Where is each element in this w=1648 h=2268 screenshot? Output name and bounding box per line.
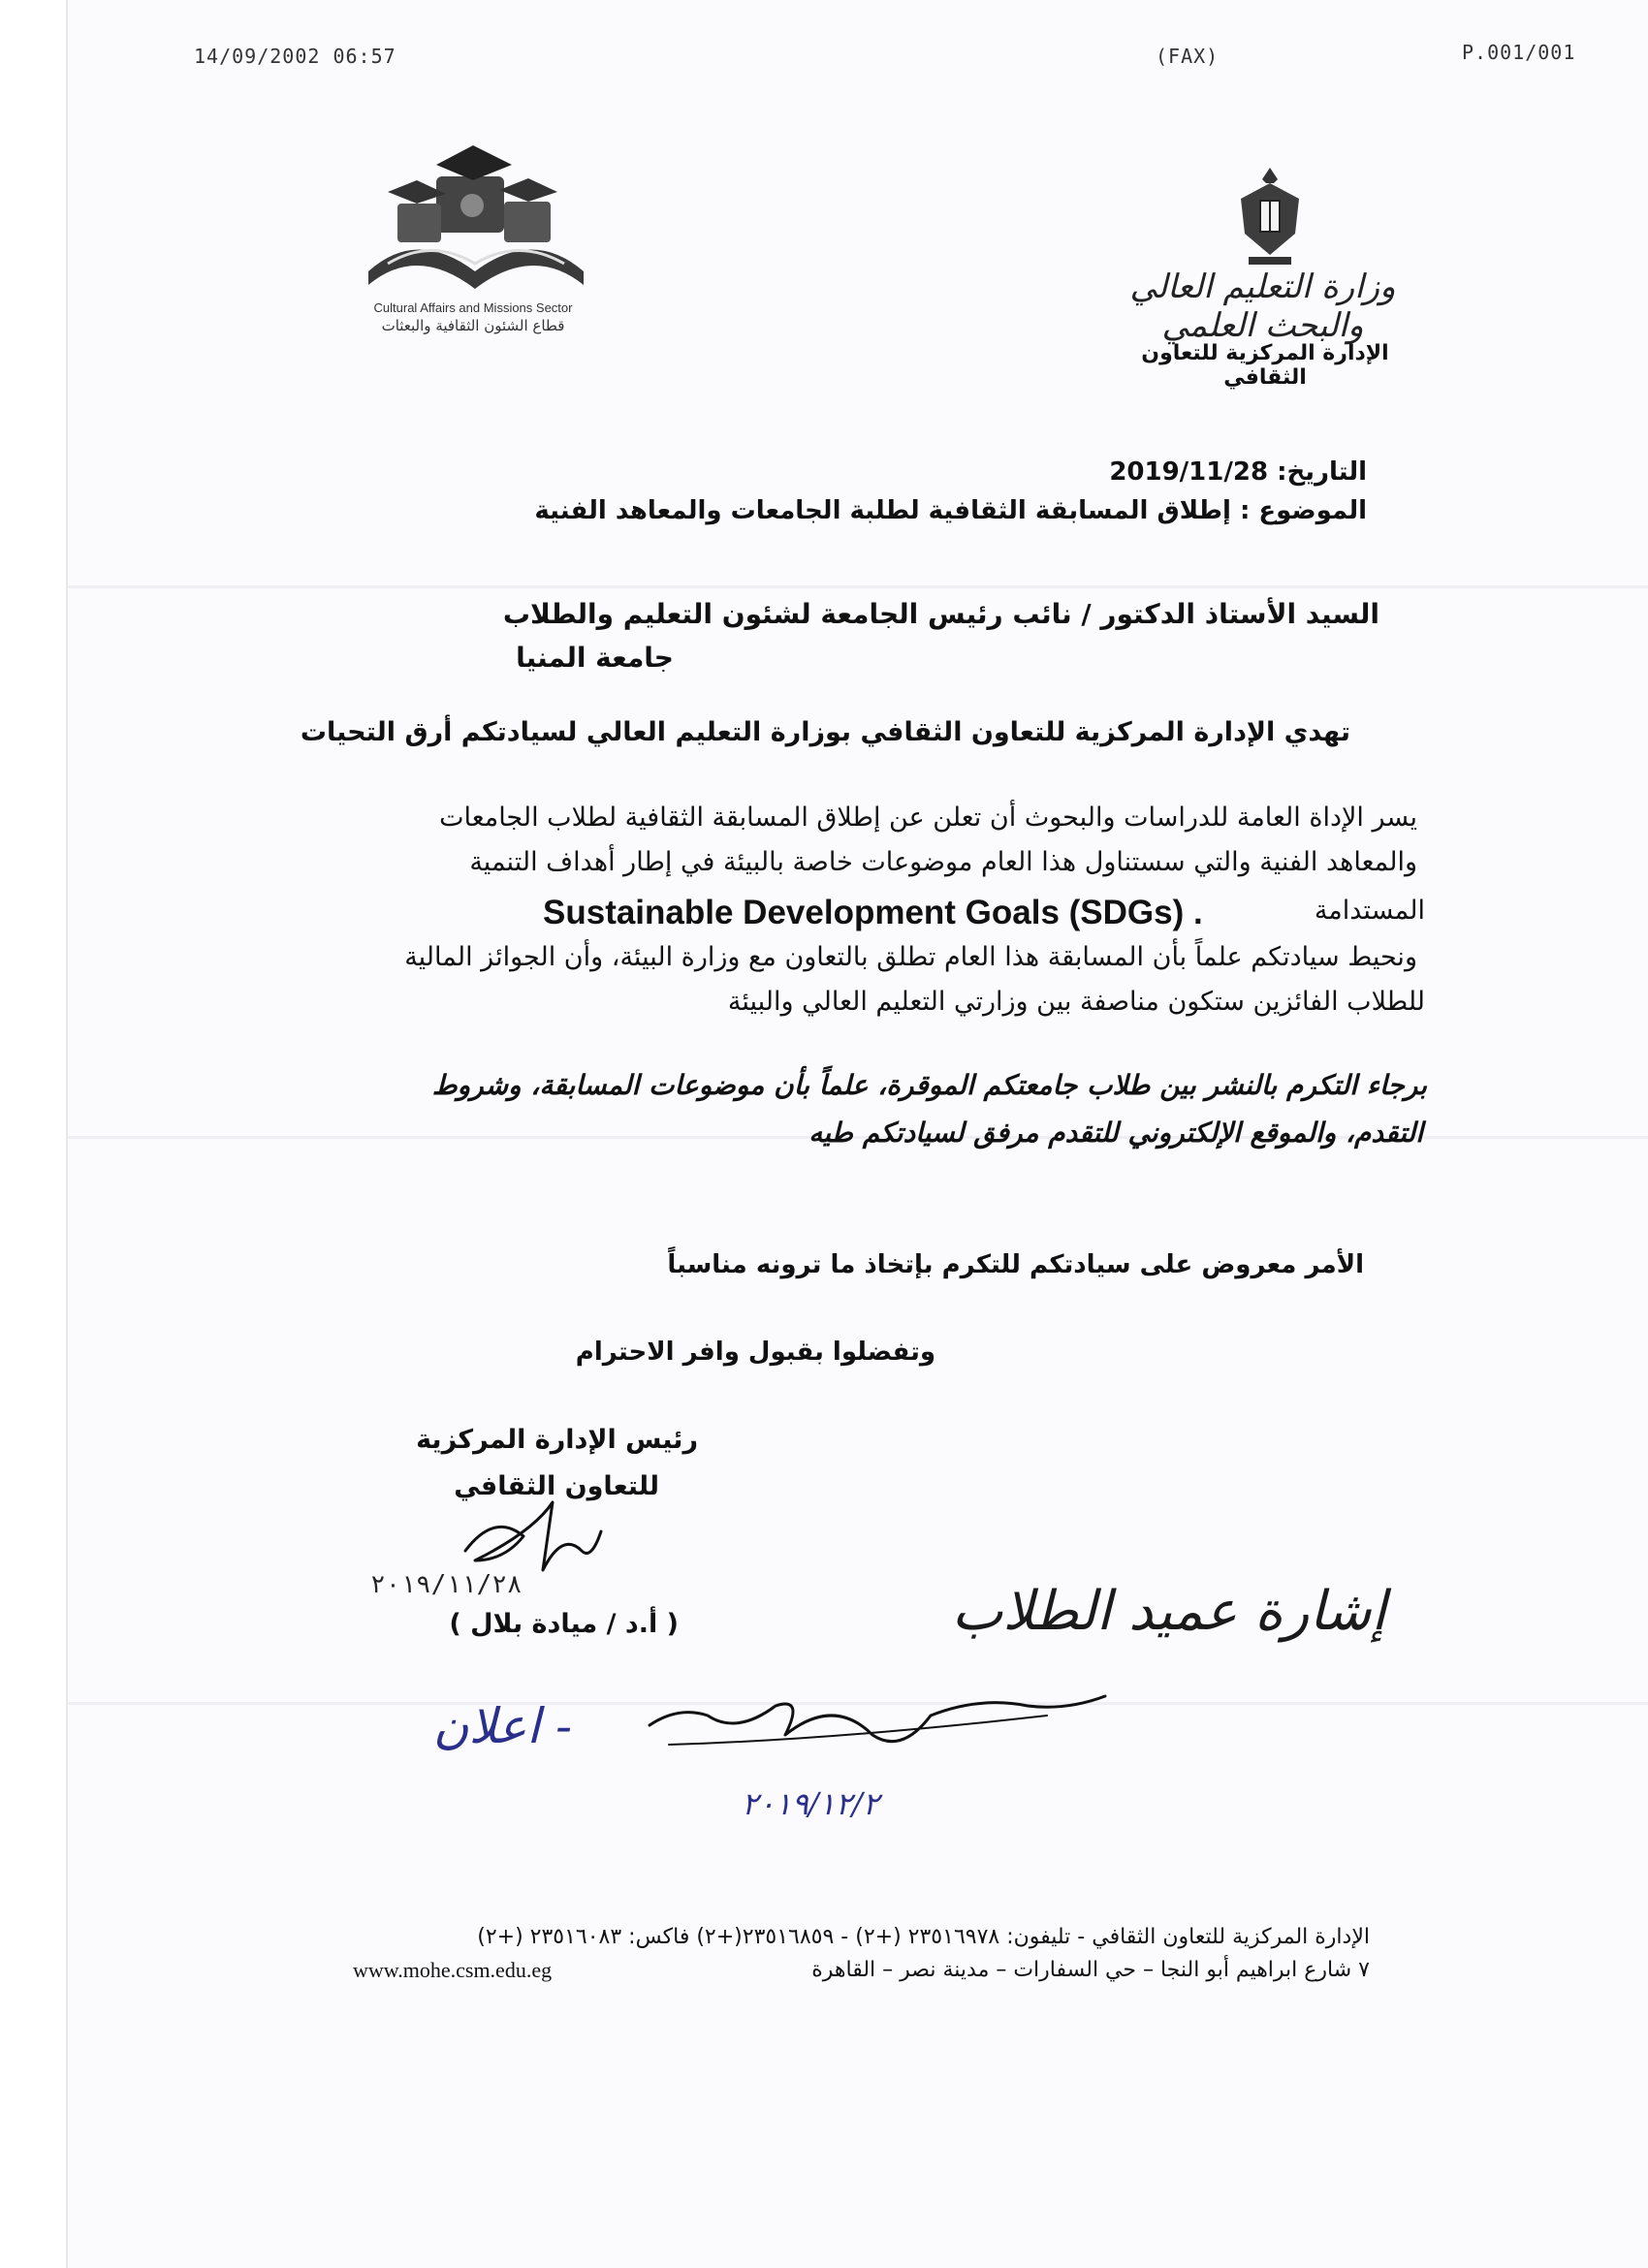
department-name: الإدارة المركزية للتعاون الثقافي — [1141, 341, 1389, 390]
greeting: تهدي الإدارة المركزية للتعاون الثقافي بوزارة التعليم العالي لسيادتكم أرق التحيات — [300, 717, 1350, 747]
sector-logo-icon — [359, 126, 591, 300]
handwritten-date: ٢٠١٩/١٢/٢ — [742, 1785, 879, 1822]
body-line: والمعاهد الفنية والتي سستناول هذا العام موضوعات خاصة بالبيئة في إطار أهداف التنمية — [469, 847, 1417, 877]
fax-page-number: P.001/001 — [1462, 41, 1576, 64]
signatory-title: رئيس الإدارة المركزية — [416, 1425, 698, 1455]
signature-date: ٢٠١٩/١١/٢٨ — [370, 1570, 523, 1599]
request-line: التقدم، والموقع الإلكتروني للتقدم مرفق لسيادتكم طيه — [808, 1117, 1423, 1149]
footer-website-link[interactable]: www.mohe.csm.edu.eg — [353, 1958, 553, 1982]
body-line: المستدامة — [1314, 896, 1425, 926]
handwritten-signature-icon — [640, 1677, 1125, 1783]
fax-mode: (FAX) — [1156, 45, 1220, 68]
addressee-university: جامعة المنيا — [516, 642, 674, 674]
request-line: برجاء التكرم بالنشر بين طلاب جامعتكم الموقرة، علماً بأن موضوعات المسابقة، وشروط — [431, 1069, 1427, 1101]
handwritten-note: إشارة عميد الطلاب — [951, 1580, 1386, 1643]
signatory-name: ( أ.د / ميادة بلال ) — [449, 1609, 679, 1639]
fold-line — [68, 585, 1648, 588]
closing-regards: وتفضلوا بقبول وافر الاحترام — [575, 1338, 935, 1367]
signatory-title-line2: للتعاون الثقافي — [454, 1471, 659, 1501]
signature-icon — [446, 1493, 620, 1580]
handwritten-note-blue: - اعلان — [432, 1698, 572, 1754]
letter-subject: الموضوع : إطلاق المسابقة الثقافية لطلبة الجامعات والمعاهد الفنية — [534, 496, 1367, 525]
footer-contact: الإدارة المركزية للتعاون الثقافي - تليفون: ٢٣٥١٦٩٧٨ (+٢) - ٢٣٥١٦٨٥٩(+٢) فاكس: ٢٣٥١٦٠٨٣ (+٢) — [477, 1925, 1370, 1949]
sector-name-en: Cultural Affairs and Missions Sector — [373, 300, 573, 315]
sector-name-ar: قطاع الشئون الثقافية والبعثات — [381, 317, 565, 334]
eagle-emblem-icon — [1231, 160, 1309, 267]
addressee-title: السيد الأستاذ الدكتور / نائب رئيس الجامعة لشئون التعليم والطلاب — [502, 598, 1379, 630]
sdgs-term: Sustainable Development Goals (SDGs) . — [543, 894, 1203, 931]
fax-datetime: 14/09/2002 06:57 — [194, 45, 396, 68]
ministry-name: وزارة التعليم العالي والبحث العلمي — [1129, 268, 1396, 345]
letter-date: التاريخ: 2019/11/28 — [1109, 457, 1367, 487]
body-line: ونحيط سيادتكم علماً بأن المسابقة هذا العام تطلق بالتعاون مع وزارة البيئة، وأن الجوائز المالية — [404, 942, 1417, 972]
body-line: يسر الإداة العامة للدراسات والبحوث أن تعلن عن إطلاق المسابقة الثقافية لطلاب الجامعات — [439, 803, 1417, 833]
footer-address: ٧ شارع ابراهيم أبو النجا – حي السفارات – مدينة نصر – القاهرة — [811, 1958, 1370, 1982]
body-line: للطلاب الفائزين ستكون مناصفة بين وزارتي التعليم العالي والبيئة — [727, 987, 1425, 1017]
closing-line: الأمر معروض على سيادتكم للتكرم بإتخاذ ما ترونه مناسباً — [667, 1250, 1364, 1279]
